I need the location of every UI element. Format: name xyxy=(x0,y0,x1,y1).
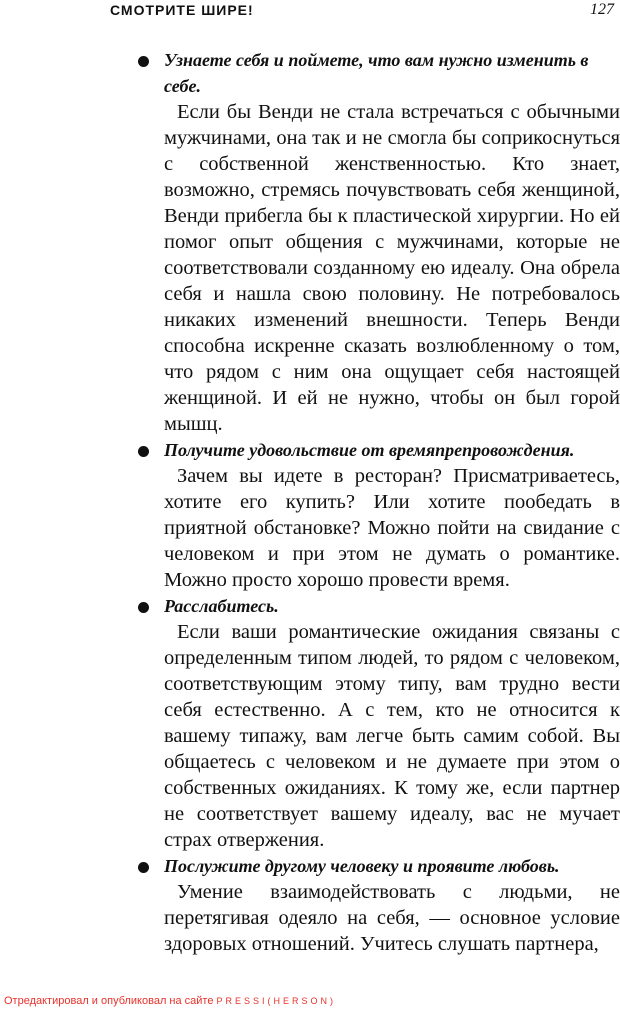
page-number: 127 xyxy=(590,1,614,18)
item-heading: Расслабитесь. xyxy=(164,596,279,616)
item-body: Зачем вы идете в ресторан? Присматриваетесь, хотите его купить? Или хотите пообедать в приятной обстановке? Можно пойти на свидание с человеком и при этом не думать о романтике. Можно просто хорошо провести время. xyxy=(164,465,620,591)
item-body: Если бы Венди не стала встречаться с обычными мужчинами, она так и не смогла бы соприкоснуться с собственной женственностью. Кто знает, возможно, стремясь почувствовать себя женщиной, Венди прибегла бы к пластической хирургии. Но ей помог опыт общения с мужчинами, которые не соответствовали созданному ею идеалу. Она обрела себя и нашла свою половину. Не потребовалось никаких изменений внешности. Теперь Венди способна искренне сказать возлюбленному о том, что рядом с ним она ощущает себя настоящей женщиной. И ей не нужно, чтобы он был горой мышц. xyxy=(164,101,620,435)
item-heading: Послужите другому человеку и проявите любовь. xyxy=(164,856,560,876)
bullet-icon xyxy=(138,602,149,613)
page-content xyxy=(128,47,620,957)
list-item xyxy=(128,593,620,853)
bullet-icon xyxy=(138,56,149,67)
bullet-icon xyxy=(138,862,149,873)
item-body: Если ваши романтические ожидания связаны с определенным типом людей, то рядом с человеком, соответствующим этому типу, вам трудно вести себя естественно. А с тем, кто не относится к вашему типажу, вам легче быть самим собой. Вы общаетесь с человеком и не думаете при этом о собственных ожиданиях. К тому же, если партнер не соответствует вашему идеалу, вас не мучает страх отвержения. xyxy=(164,621,620,851)
item-heading: Узнаете себя и поймете, что вам нужно изменить в себе. xyxy=(164,50,589,96)
footer-note-text: Отредактировал и опубликовал на сайте xyxy=(4,995,214,1007)
item-heading: Получите удовольствие от времяпрепровождения. xyxy=(164,440,575,460)
list-item xyxy=(128,853,620,957)
list-item xyxy=(128,47,620,437)
footer-site-name: PRESSI(HERSON) xyxy=(216,996,337,1006)
bullet-icon xyxy=(138,446,149,457)
footer-note xyxy=(4,995,336,1007)
list-item xyxy=(128,437,620,593)
running-header-title: СМОТРИТЕ ШИРЕ! xyxy=(110,2,254,18)
item-body: Умение взаимодействовать с людьми, не перетягивая одеяло на себя, — основное условие здоровых отношений. Учитесь слушать партнера, xyxy=(164,881,620,955)
